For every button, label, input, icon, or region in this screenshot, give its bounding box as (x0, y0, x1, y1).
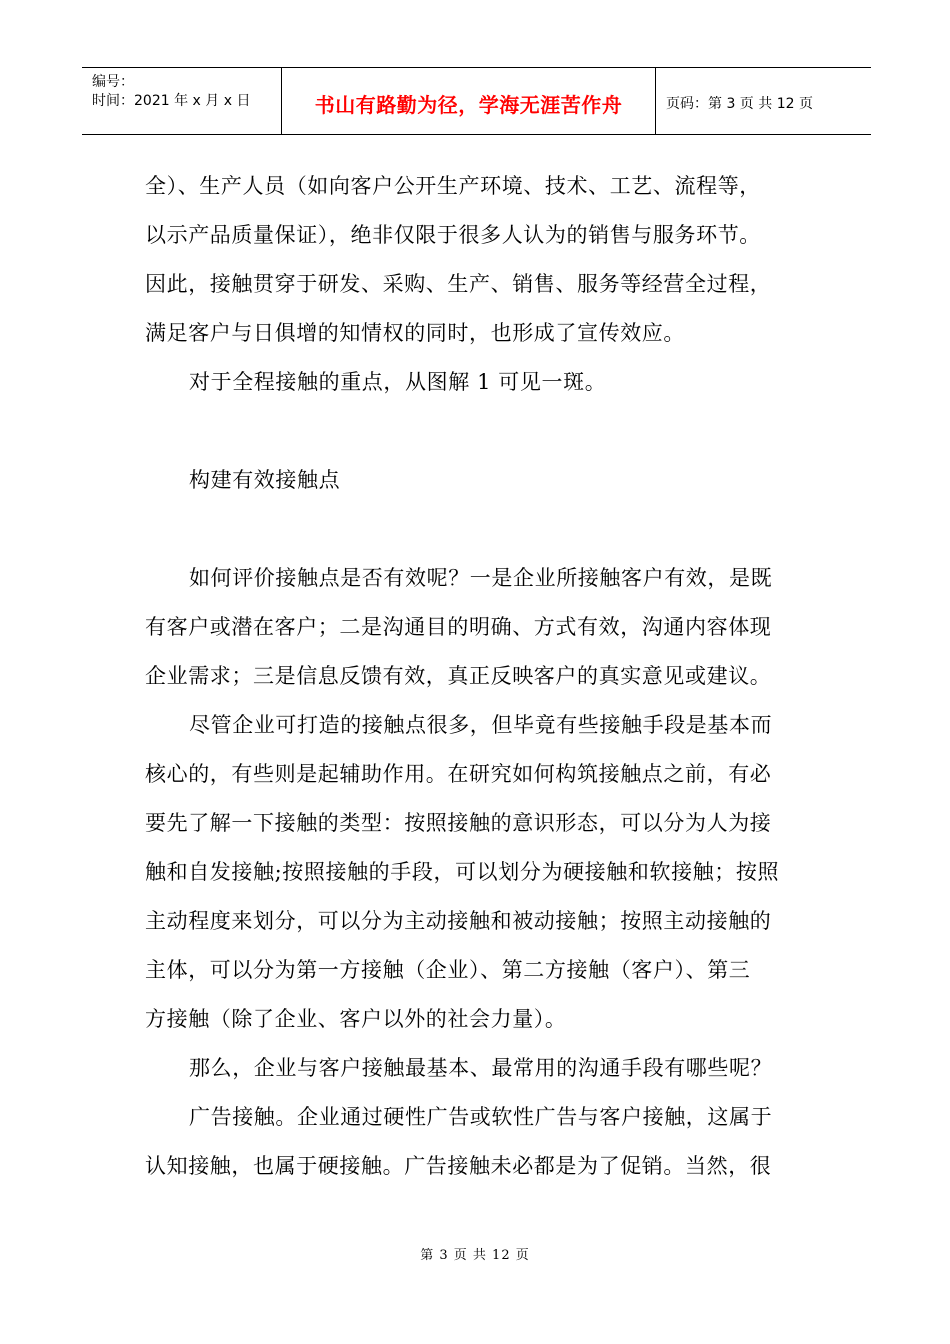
paragraph-line: 方接触（除了企业、客户以外的社会力量）。 (145, 1007, 567, 1031)
document-date: 时间：2021 年 x 月 x 日 (92, 93, 251, 109)
motto-text: 书山有路勤为径，学海无涯苦作舟 (314, 92, 623, 117)
page-footer (0, 1244, 950, 1263)
header-page-info (656, 68, 871, 134)
paragraph-line: 主动程度来划分，可以分为主动接触和被动接触；按照主动接触的 (145, 909, 772, 933)
paragraph-line: 尽管企业可打造的接触点很多，但毕竟有些接触手段是基本而 (189, 713, 773, 737)
page-number-info: 页码：第 3 页 共 12 页 (666, 96, 813, 112)
paragraph-line: 对于全程接触的重点，从图解 1 可见一斑。 (189, 370, 607, 394)
header-motto-cell (282, 68, 656, 134)
paragraph-line: 全）、生产人员（如向客户公开生产环境、技术、工艺、流程等， (145, 174, 761, 198)
paragraph-line: 满足客户与日俱增的知情权的同时，也形成了宣传效应。 (145, 321, 685, 345)
paragraph-line: 广告接触。企业通过硬性广告或软性广告与客户接触，这属于 (189, 1105, 773, 1129)
paragraph-line: 核心的，有些则是起辅助作用。在研究如何构筑接触点之前，有必 (145, 762, 772, 786)
spacer (145, 505, 810, 554)
paragraph-line: 企业需求；三是信息反馈有效，真正反映客户的真实意见或建议。 (145, 664, 772, 688)
header-meta (82, 68, 282, 134)
document-header (82, 67, 871, 135)
document-number-label: 编号： (92, 74, 134, 90)
paragraph-line: 要先了解一下接触的类型：按照接触的意识形态，可以分为人为接 (145, 811, 772, 835)
paragraph-line: 认知接触，也属于硬接触。广告接触未必都是为了促销。当然，很 (145, 1154, 772, 1178)
paragraph-line: 以示产品质量保证），绝非仅限于很多人认为的销售与服务环节。 (145, 223, 761, 247)
paragraph-line: 主体，可以分为第一方接触（企业）、第二方接触（客户）、第三 (145, 958, 751, 982)
document-body (145, 162, 810, 1191)
section-heading: 构建有效接触点 (189, 468, 341, 492)
spacer (145, 407, 810, 456)
footer-page-number: 第 3 页 共 12 页 (420, 1248, 530, 1263)
paragraph-line: 那么，企业与客户接触最基本、最常用的沟通手段有哪些呢？ (189, 1056, 773, 1080)
paragraph-line: 有客户或潜在客户；二是沟通目的明确、方式有效，沟通内容体现 (145, 615, 772, 639)
paragraph-line: 触和自发接触;按照接触的手段，可以划分为硬接触和软接触；按照 (145, 860, 780, 884)
paragraph-line: 因此，接触贯穿于研发、采购、生产、销售、服务等经营全过程， (145, 272, 772, 296)
paragraph-line: 如何评价接触点是否有效呢？一是企业所接触客户有效，是既 (189, 566, 773, 590)
